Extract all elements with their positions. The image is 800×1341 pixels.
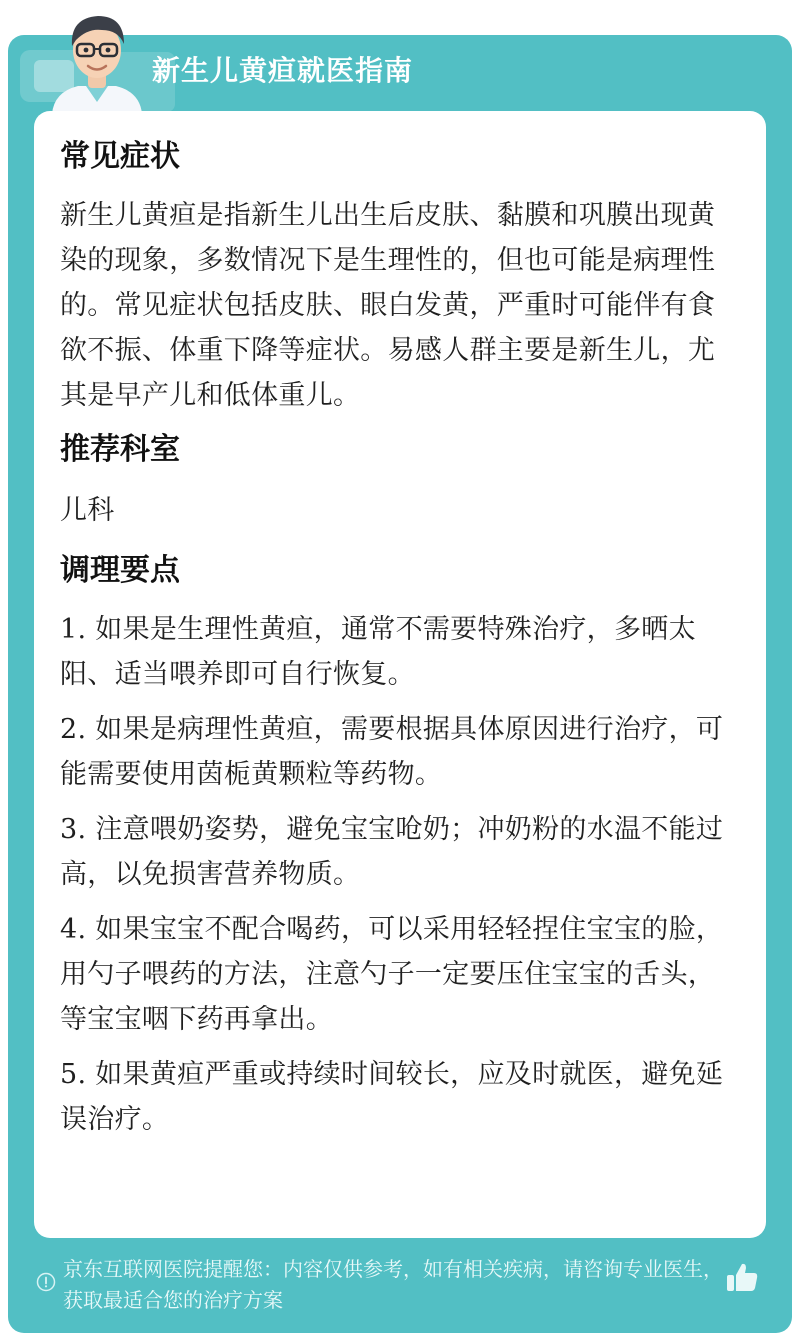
- thumbs-up-icon[interactable]: [724, 1260, 760, 1296]
- care-item-number: 5.: [60, 1059, 87, 1090]
- care-item-text: 如果宝宝不配合喝药，可以采用轻轻捏住宝宝的脸，用勺子喂药的方法，注意勺子一定要压住宝宝的舌头，等宝宝咽下药再拿出。: [60, 914, 724, 1035]
- care-item-text: 如果是生理性黄疸，通常不需要特殊治疗，多晒太阳、适当喂养即可自行恢复。: [60, 614, 696, 690]
- care-item-number: 2.: [60, 714, 87, 745]
- care-item-number: 3.: [60, 814, 87, 845]
- care-item-number: 4.: [60, 914, 87, 945]
- section-title-symptoms: 常见症状: [60, 139, 180, 174]
- care-item: [60, 907, 740, 1042]
- symptoms-text: 新生儿黄疸是指新生儿出生后皮肤、黏膜和巩膜出现黄染的现象，多数情况下是生理性的，但也可能是病理性的。常见症状包括皮肤、眼白发黄，严重时可能伴有食欲不振、体重下降等症状。易感人群主要是新生儿，尤其是早产儿和低体重儿。: [60, 200, 716, 411]
- footer-notice: 京东互联网医院提醒您：内容仅供参考，如有相关疾病，请咨询专业医生，获取最适合您的治疗方案: [63, 1257, 723, 1312]
- care-item-text: 注意喂奶姿势，避免宝宝呛奶；冲奶粉的水温不能过高，以免损害营养物质。: [60, 814, 724, 890]
- care-item: [60, 707, 740, 797]
- doctor-avatar: [42, 6, 152, 114]
- page-title: 新生儿黄疸就医指南: [152, 54, 414, 87]
- content-card: [34, 111, 766, 1238]
- care-item-text: 如果黄疸严重或持续时间较长，应及时就医，避免延误治疗。: [60, 1059, 724, 1135]
- care-item: [60, 807, 740, 897]
- care-item: [60, 607, 740, 697]
- info-icon: [36, 1272, 56, 1292]
- section-title-department: 推荐科室: [60, 432, 180, 467]
- care-item-text: 如果是病理性黄疸，需要根据具体原因进行治疗，可能需要使用茵栀黄颗粒等药物。: [60, 714, 724, 790]
- care-item: [60, 1052, 740, 1142]
- care-list: [60, 607, 740, 1142]
- department-text: 儿科: [60, 495, 115, 526]
- section-title-care: 调理要点: [60, 553, 180, 588]
- care-item-number: 1.: [60, 614, 87, 645]
